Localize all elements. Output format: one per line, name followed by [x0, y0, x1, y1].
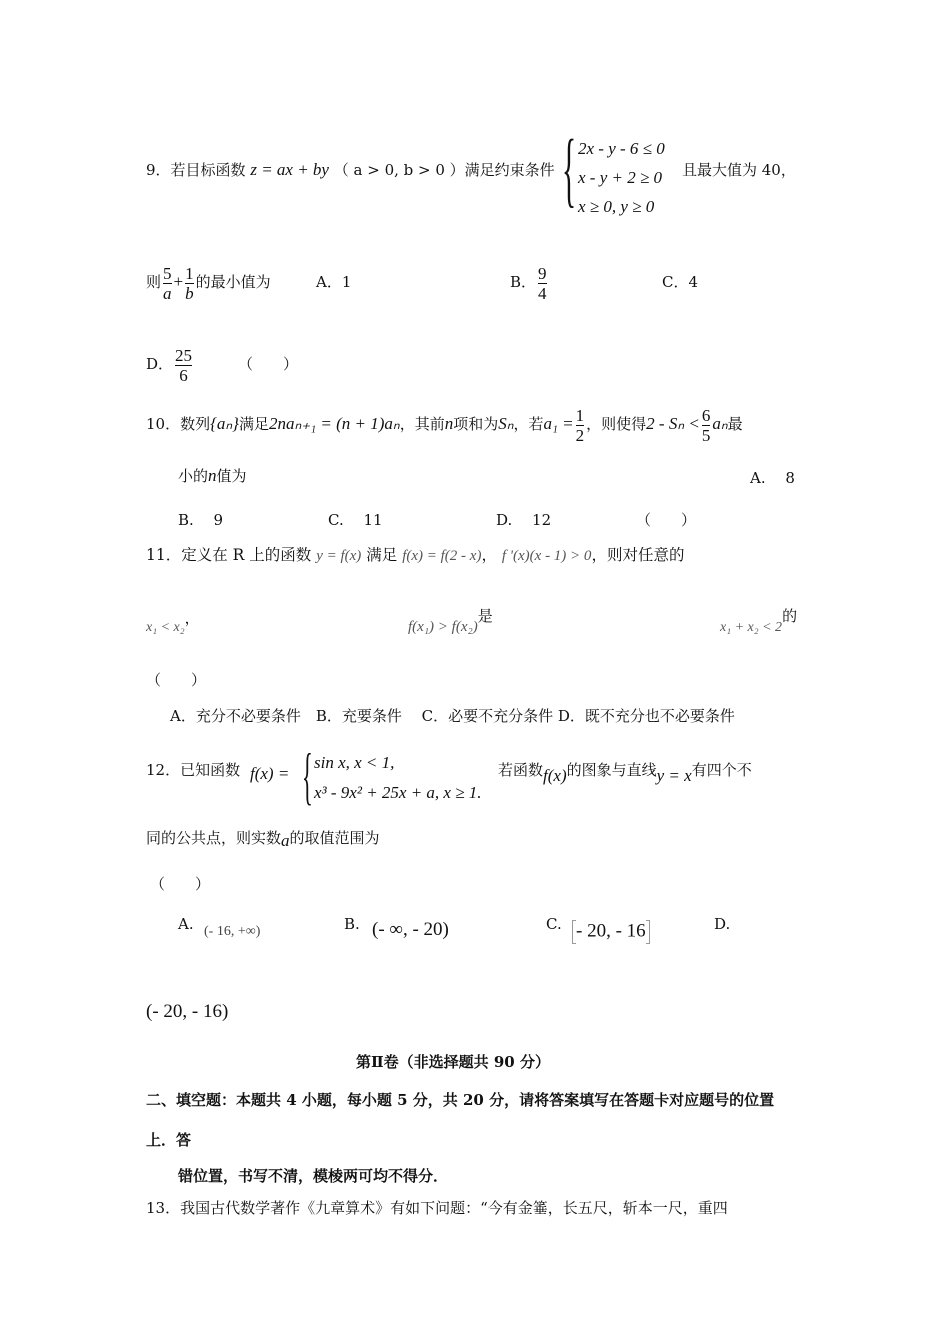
q10-line1	[146, 404, 743, 445]
q9-prefix: 9．若目标函数	[146, 161, 246, 179]
q11-options: A．充分不必要条件 B．充要条件 C．必要不充分条件 D．既不充分也不必要条件	[170, 707, 735, 725]
q11-mid3: ，则对任意的	[591, 546, 685, 564]
q12-option-d: (- 20, - 16)	[146, 1001, 229, 1022]
q10-sn: Sₙ	[498, 414, 514, 433]
q12-fx: f(x) =	[250, 764, 290, 783]
q10-mid1: 满足	[238, 415, 269, 433]
q12-option-c-label: C.	[546, 915, 562, 933]
q10-line2-prefix: 小的	[178, 467, 209, 485]
q9-line1	[146, 160, 555, 180]
q9-line2-suffix: 的最小值为	[195, 273, 271, 291]
q10-option-b: B. 9	[178, 511, 224, 529]
q9-max-text: 且最大值为 40，	[682, 161, 796, 179]
q11-shi: 是	[477, 607, 493, 625]
q12-option-c-text: - 20, - 16	[576, 920, 646, 942]
q12-line-eq: y = x	[656, 766, 692, 785]
q10-line2	[178, 466, 247, 486]
q9-objective: z = ax + by	[250, 160, 329, 179]
q12-fx2: f(x)	[543, 766, 567, 785]
q9-condition: （ a > 0, b > 0 ）满足约束条件	[333, 161, 555, 179]
q9-option-b-num: 9	[538, 263, 547, 283]
q12-answer-paren: （ ）	[150, 875, 211, 893]
q12-a: a	[281, 831, 290, 850]
q10-sequence: {aₙ}	[210, 414, 239, 433]
q10-mid5: ，则使得	[586, 415, 647, 433]
q10-option-d: D. 12	[496, 511, 552, 529]
q11-de: 的	[782, 607, 798, 625]
q10-answer-paren: （ ）	[636, 511, 697, 529]
q12-mid2: 的图象与直线	[566, 761, 657, 779]
q10-option-a: A. 8	[750, 469, 795, 487]
q10-inequality-right: aₙ	[712, 414, 728, 433]
q9-system-brace: {	[562, 123, 577, 216]
q9-option-b-label: B．	[510, 273, 537, 291]
q9-f2-num: 1	[185, 263, 194, 283]
q12-case-1: sin x, x < 1,	[314, 753, 395, 772]
part2-heading: 第Ⅱ卷（非选择题共 90 分）	[356, 1053, 550, 1071]
q9-f1-num: 5	[163, 263, 172, 283]
q12-line1-right	[498, 760, 752, 785]
q9-option-b	[510, 262, 549, 303]
q12-line2	[146, 828, 380, 848]
q11-sum: x₁ + x₂ < 2	[720, 620, 783, 635]
q10-prefix: 10．数列	[146, 415, 211, 433]
q10-a1-num: 1	[575, 405, 585, 425]
q10-a1-fraction	[576, 406, 585, 445]
q9-option-d-num: 25	[175, 345, 193, 365]
q10-a1: a₁ =	[543, 414, 574, 433]
q9-constraint-system	[578, 134, 665, 221]
q9-f2-den: b	[185, 283, 194, 303]
q11-line1	[146, 545, 684, 566]
q11-line2-right	[720, 607, 798, 638]
q11-function: y = f(x)	[316, 548, 362, 564]
q12-line1-suffix: 有四个不	[691, 761, 752, 779]
q11-mid1: 满足	[366, 546, 398, 564]
q10-inequality-left: 2 - Sₙ <	[646, 414, 700, 433]
q11-derivative: f '(x)(x - 1) > 0	[501, 548, 592, 564]
q10-ineq-num: 6	[701, 405, 711, 425]
q12-line2-text: 同的公共点，则实数	[146, 829, 282, 847]
q9-constraint-2: x - y + 2 ≥ 0	[578, 168, 663, 187]
q10-n: n	[444, 414, 454, 433]
q13-text: 13．我国古代数学著作《九章算术》有如下问题：“今有金箠，长五尺，斩本一尺，重四	[146, 1199, 728, 1217]
q9-f1-den: a	[163, 283, 172, 303]
section2-instructions-line3: 错位置，书写不清，模棱两可均不得分．	[178, 1167, 449, 1185]
section2-instructions-line1: 二、填空题：本题共 4 小题，每小题 5 分，共 20 分，请将答案填写在答题卡对应题号的位置	[146, 1091, 775, 1109]
q10-a1-den: 2	[575, 425, 585, 445]
q11-prefix: 11．定义在 R 上的函数	[146, 546, 312, 564]
q9-option-d-label: D．	[146, 355, 174, 373]
q11-x1-lt-x2: x₁ < x₂	[146, 620, 185, 635]
q9-constraint-1: 2x - y - 6 ≤ 0	[578, 139, 665, 158]
q10-line1-suffix: 最	[727, 415, 743, 433]
q10-option-c: C. 11	[328, 511, 383, 529]
q12-mid1: 若函数	[498, 761, 544, 779]
q9-line2-prefix: 则	[146, 273, 162, 291]
q11-line2-left	[146, 609, 200, 638]
q10-mid4: ，若	[513, 415, 544, 433]
q9-plus: +	[173, 272, 184, 291]
q12-option-c-rbracket	[646, 920, 650, 944]
q9-fraction-5-a	[163, 264, 172, 303]
q9-option-d-den: 6	[179, 365, 188, 385]
q10-line2-suffix: 值为	[216, 467, 247, 485]
q10-ineq-den: 5	[701, 425, 711, 445]
q9-option-d-fraction	[175, 346, 192, 385]
q11-mid2: ，	[481, 546, 497, 564]
q9-option-a: A．1	[316, 273, 352, 291]
q12-option-d-label: D.	[714, 915, 731, 933]
q10-mid2: ，其前	[399, 415, 445, 433]
q12-option-b: (- ∞, - 20)	[372, 919, 449, 940]
section2-instructions-line2: 上．答	[146, 1131, 192, 1149]
q10-mid3: 项和为	[453, 415, 499, 433]
q12-option-b-label: B.	[344, 915, 360, 933]
q9-line2	[146, 262, 271, 303]
q10-recurrence: 2naₙ₊₁ = (n + 1)aₙ	[268, 414, 400, 433]
q12-prefix: 12．已知函数	[146, 761, 241, 779]
q12-piecewise-brace: {	[302, 740, 313, 811]
q12-piecewise-cases	[314, 748, 482, 808]
q9-option-b-den: 4	[538, 283, 547, 303]
q12-option-c	[572, 920, 650, 944]
q12-option-a-label: A.	[178, 915, 194, 933]
q9-answer-paren: （ ）	[238, 355, 299, 373]
q9-option-c: C．4	[662, 273, 699, 291]
q12-case-2: x³ - 9x² + 25x + a, x ≥ 1.	[314, 783, 482, 802]
q12-line2-suffix: 的取值范围为	[289, 829, 380, 847]
q10-line2-n: n	[208, 466, 217, 485]
q9-option-b-fraction	[538, 264, 547, 303]
q11-line2-mid	[408, 607, 493, 637]
q11-fx-compare: f(x₁) > f(x₂)	[408, 619, 478, 635]
q11-answer-paren: （ ）	[146, 671, 207, 689]
q10-inequality-fraction	[702, 406, 711, 445]
q9-constraint-3: x ≥ 0, y ≥ 0	[578, 197, 655, 216]
q9-option-d	[146, 344, 194, 385]
q11-comma: ，	[184, 609, 200, 627]
q9-fraction-1-b	[185, 264, 194, 303]
q11-symmetry: f(x) = f(2 - x)	[402, 548, 482, 564]
q12-option-a: (- 16, +∞)	[204, 924, 261, 939]
